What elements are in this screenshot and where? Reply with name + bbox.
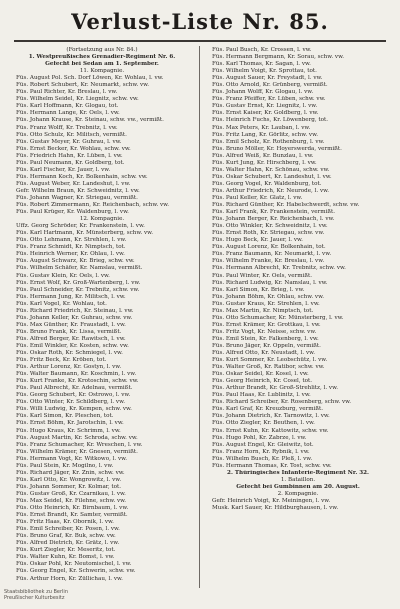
casualty-entry: Füs. Karl Hartmann, Kr. Münsterberg, schw. vw. <box>16 230 154 237</box>
casualty-entry: Füs. Johann Böhm, Kr. Ohlau, schw. vw. <box>212 293 324 300</box>
casualty-entry: Füs. Oskar Roth, Kr. Schmiegel, l. vw. <box>16 350 123 357</box>
casualty-entry: Füs. Fritz Vogt, Kr. Neisse, schw. vw. <box>212 328 317 335</box>
casualty-entry: Füs. Bruno Graf, Kr. Buk, schw. vw. <box>16 533 116 540</box>
casualty-entry: Füs. Otto Schulz, Kr. Militsch, vermißt. <box>16 131 127 138</box>
casualty-entry: Füs. Bruno Frank, Kr. Lissa, vermißt. <box>16 328 122 335</box>
casualty-entry: Füs. Emil Stein, Kr. Falkenberg, l. vw. <box>212 335 319 342</box>
casualty-entry: Füs. Robert Zimmermann, Kr. Reichenbach, schw. vw. <box>16 202 170 209</box>
casualty-entry: Füs. Emil Scholz, Kr. Rothenburg, l. vw. <box>212 138 325 145</box>
casualty-entry: Füs. Karl Frank, Kr. Frankenstein, vermißt. <box>212 209 336 216</box>
casualty-entry: Füs. Paul Albrecht, Kr. Adelnau, vermißt. <box>16 385 133 392</box>
left-column <box>10 47 194 585</box>
casualty-entry: Füs. Arthur Horn, Kr. Züllichau, l. vw. <box>16 575 123 582</box>
casualty-entry: Füs. Ernst Böhm, Kr. Jarotschin, l. vw. <box>16 420 124 427</box>
casualty-entry: Füs. Johann Krause, Kr. Steinau, schw. vw., vermißt. <box>16 117 164 124</box>
casualty-entry: Füs. Karl Vogel, Kr. Wohlau, tot. <box>16 300 107 307</box>
casualty-entry: Füs. Karl Hoffmann, Kr. Glogau, tot. <box>16 103 119 110</box>
casualty-entry: Füs. Oskar Pohl, Kr. Neutomischel, l. vw. <box>16 561 132 568</box>
casualty-entry: Füs. August Pol. Sch. Dorf Löwen, Kr. Wohlau, l. vw. <box>16 75 164 82</box>
casualty-entry: Füs. Otto Ziegler, Kr. Beuthen, l. vw. <box>212 420 315 427</box>
casualty-entry: Füs. Hermann Koch, Kr. Bolkenhain, schw. vw. <box>16 173 148 180</box>
casualty-entry: Füs. August Schwarz, Kr. Brieg, schw. vw. <box>16 258 135 265</box>
casualty-entry: Füs. Gustav Klein, Kr. Oels, l. vw. <box>16 272 110 279</box>
casualty-entry: Füs. Paul Neumann, Kr. Goldberg, tot. <box>16 159 125 166</box>
casualty-entry: Füs. Robert Schubert, Kr. Neumarkt, schw. vw. <box>16 82 150 89</box>
casualty-entry: Füs. Gustav Ernst, Kr. Liegnitz, l. vw. <box>212 103 318 110</box>
casualty-entry: Füs. Alfred Dietrich, Kr. Grätz, l. vw. <box>16 540 120 547</box>
casualty-entry: Füs. Max Martin, Kr. Nimptsch, tot. <box>212 307 314 314</box>
casualty-entry: Füs. Kurt Franke, Kr. Krotoschin, schw. vw. <box>16 378 139 385</box>
casualty-entry: Füs. Richard Günther, Kr. Habelschwerdt, schw. vw. <box>212 202 360 209</box>
casualty-entry: Füs. Bruno Jäger, Kr. Oppeln, vermißt. <box>212 342 321 349</box>
casualty-entry: Füs. Ernst Kaiser, Kr. Goldberg, l. vw. <box>212 110 319 117</box>
casualty-entry: Füs. Otto Arnold, Kr. Grünberg, vermißt. <box>212 82 328 89</box>
casualty-entry: Füs. Friedrich Hahn, Kr. Lüben, l. vw. <box>16 152 123 159</box>
casualty-entry: Füs. Ernst Kuhn, Kr. Kattowitz, schw. vw. <box>212 427 329 434</box>
casualty-entry: Füs. Karl Otto, Kr. Wongrowitz, l. vw. <box>16 476 122 483</box>
casualty-entry: Füs. Fritz Haas, Kr. Obornik, l. vw. <box>16 519 114 526</box>
casualty-entry: Füs. Otto Heinrich, Kr. Birnbaum, l. vw. <box>16 505 129 512</box>
casualty-entry: Füs. Hermann Vogt, Kr. Witkowo, l. vw. <box>16 455 128 462</box>
casualty-entry: Füs. Richard Jäger, Kr. Znin, schw. vw. <box>16 469 125 476</box>
casualty-entry: Füs. Ernst Roth, Kr. Striegau, schw. vw. <box>212 230 325 237</box>
casualty-entry: Füs. Ernst Brandt, Kr. Samter, vermißt. <box>16 512 128 519</box>
casualty-entry: Füs. Alfred Berger, Kr. Rawitsch, l. vw. <box>16 335 126 342</box>
casualty-entry: Füs. Bruno Möller, Kr. Hoyerswerda, vermißt. <box>212 145 342 152</box>
casualty-entry: Füs. Georg Heinrich, Kr. Cosel, tot. <box>212 378 313 385</box>
casualty-entry: Füs. Walter Groß, Kr. Ratibor, schw. vw. <box>212 364 325 371</box>
casualty-entry: Füs. Franz Schumacher, Kr. Wreschen, l. vw. <box>16 441 143 448</box>
title-rule <box>14 40 386 42</box>
section-heading: 1. Bataillon. <box>280 476 316 483</box>
casualty-entry: Füs. Paul Busch, Kr. Crossen, l. vw. <box>212 47 312 53</box>
casualty-entry: Füs. Hugo Beck, Kr. Jauer, l. vw. <box>212 237 303 244</box>
section-heading: Gefecht bei Sedan am 1. September. <box>45 61 159 68</box>
casualty-entry: Musk. Karl Sauer, Kr. Hildburghausen, l. vw. <box>212 505 339 512</box>
casualty-entry: Füs. Heinrich Werner, Kr. Ohlau, l. vw. <box>16 251 125 258</box>
casualty-entry: Füs. Franz Baumann, Kr. Neumarkt, l. vw. <box>212 251 332 258</box>
section-heading: Gefecht bei Gumbinnen am 20. August. <box>236 483 360 490</box>
casualty-entry: Füs. Kurt Jung, Kr. Hirschberg, l. vw. <box>212 159 317 166</box>
casualty-entry: Füs. Gustav Groß, Kr. Czarnikau, l. vw. <box>16 490 126 497</box>
casualty-entry: Füs. Wilhelm Voigt, Kr. Sprottau, tot. <box>212 68 317 75</box>
stamp-line-2: Preußischer Kulturbesitz <box>4 595 65 601</box>
casualty-entry: Füs. Alfred Otto, Kr. Neustadt, l. vw. <box>212 350 316 357</box>
casualty-entry: Füs. Max Peters, Kr. Lauban, l. vw. <box>212 124 311 131</box>
casualty-entry: Füs. Emil Schreiber, Kr. Posen, l. vw. <box>16 526 120 533</box>
casualty-entry: Füs. Franz Horn, Kr. Rybnik, l. vw. <box>212 448 310 455</box>
casualty-entry: Füs. Johann Wagner, Kr. Striegau, vermißt. <box>16 194 138 201</box>
casualty-entry: Füs. Paul Krüger, Kr. Waldenburg, l. vw. <box>16 209 129 216</box>
casualty-entry: Füs. Wilhelm Schäfer, Kr. Namslau, vermißt. <box>16 265 143 272</box>
casualty-entry: Füs. Paul Stein, Kr. Mogilno, l. vw. <box>16 462 114 469</box>
stamp-line-1: Staatsbibliothek zu Berlin <box>4 589 68 595</box>
section-heading: (Fortsetzung aus Nr. 84.) <box>66 47 138 53</box>
casualty-entry: Füs. Hermann Bergmann, Kr. Sorau, schw. vw. <box>212 54 344 61</box>
right-column <box>206 47 390 585</box>
casualty-entry: Uffz. Georg Schröder, Kr. Frankenstein, l. vw. <box>16 223 145 230</box>
casualty-entry: Füs. Johann Sommer, Kr. Kolmar, tot. <box>16 483 122 490</box>
casualty-entry: Füs. Otto Lehmann, Kr. Strehlen, l. vw. <box>16 237 127 244</box>
casualty-entry: Füs. Paul Richter, Kr. Breslau, l. vw. <box>16 89 118 96</box>
casualty-entry: Füs. Fritz Lang, Kr. Görlitz, schw. vw. <box>212 131 318 138</box>
casualty-entry: Füs. August Engel, Kr. Gleiwitz, tot. <box>212 441 314 448</box>
casualty-entry: Füs. Georg Engel, Kr. Schwerin, schw. vw. <box>16 568 136 575</box>
casualty-entry: Füs. Gustav Meyer, Kr. Guhrau, l. vw. <box>16 138 122 145</box>
casualty-entry: Füs. Richard Ludwig, Kr. Namslau, l. vw. <box>212 279 328 286</box>
casualty-entry: Füs. Karl Thomas, Kr. Sagan, l. vw. <box>212 61 311 68</box>
casualty-entry: Füs. Paul Haas, Kr. Lublinitz, l. vw. <box>212 392 311 399</box>
casualty-entry: Füs. Oskar Seidel, Kr. Kosel, l. vw. <box>212 371 309 378</box>
casualty-entry: Füs. Wilhelm Seidel, Kr. Liegnitz, schw. vw. <box>16 96 139 103</box>
casualty-entry: Füs. Walter Kuhn, Kr. Bomst, l. vw. <box>16 554 115 561</box>
casualty-entry: Füs. Georg Schubert, Kr. Ostrowo, l. vw. <box>16 392 131 399</box>
casualty-entry: Füs. Paul Keller, Kr. Glatz, l. vw. <box>212 194 303 201</box>
casualty-entry: Füs. Karl Fischer, Kr. Jauer, l. vw. <box>16 166 111 173</box>
casualty-entry: Füs. Karl Simon, Kr. Brieg, l. vw. <box>212 286 305 293</box>
casualty-entry: Füs. Oskar Schubert, Kr. Landeshut, l. vw. <box>212 173 332 180</box>
casualty-entry: Füs. Otto Winkler, Kr. Schweidnitz, l. vw. <box>212 223 328 230</box>
casualty-entry: Füs. Wilhelm Franke, Kr. Breslau, l. vw. <box>212 258 325 265</box>
casualty-entry: Füs. Max Günther, Kr. Fraustadt, l. vw. <box>16 321 126 328</box>
casualty-entry: Füs. Johann Dietrich, Kr. Tarnowitz, l. vw. <box>212 413 330 420</box>
casualty-entry: Füs. Johann Berger, Kr. Reichenbach, l. vw. <box>212 216 335 223</box>
casualty-entry: Füs. Alfred Weiß, Kr. Bunzlau, l. vw. <box>212 152 314 159</box>
casualty-entry: Füs. Ernst Krämer, Kr. Grottkau, l. vw. <box>212 321 321 328</box>
casualty-entry: Füs. Franz Schmidt, Kr. Nimptsch, tot. <box>16 244 126 251</box>
casualty-entry: Füs. Wilhelm Busch, Kr. Pleß, l. vw. <box>212 455 313 462</box>
casualty-entry: Füs. August Sauer, Kr. Freystadt, l. vw. <box>212 75 323 82</box>
library-stamp <box>4 589 68 601</box>
column-divider <box>199 46 200 588</box>
casualty-entry: Füs. Kurt Sommer, Kr. Leobschütz, l. vw. <box>212 357 328 364</box>
casualty-entry: Füs. Paul Schneider, Kr. Trebnitz, schw. vw. <box>16 286 140 293</box>
casualty-entry: Füs. Heinrich Fuchs, Kr. Löwenberg, tot. <box>212 117 329 124</box>
casualty-entry: Füs. Richard Friedrich, Kr. Steinau, l. vw. <box>16 307 134 314</box>
casualty-entry: Füs. Hugo Kraus, Kr. Schrimm, l. vw. <box>16 427 121 434</box>
section-heading: 1. Westpreußisches Grenadier-Regiment Nr. 6. <box>28 54 176 61</box>
casualty-entry: Füs. Ernst Becker, Kr. Wohlau, schw. vw. <box>16 145 131 152</box>
section-heading: 12. Kompagnie. <box>79 216 125 223</box>
casualty-entry: Füs. Karl Simon, Kr. Pleschen, tot. <box>16 413 114 420</box>
casualty-entry: Füs. Hermann Thomas, Kr. Tost, schw. vw. <box>212 462 332 469</box>
casualty-entry: Füs. Franz Wolff, Kr. Trebnitz, l. vw. <box>16 124 118 131</box>
casualty-entry: Füs. Franz Pfeiffer, Kr. Lüben, schw. vw. <box>212 96 326 103</box>
casualty-entry: Füs. Arthur Brandt, Kr. Groß-Strehlitz, l. vw. <box>212 385 338 392</box>
casualty-entry: Füs. Gustav Kraus, Kr. Strehlen, l. vw. <box>212 300 320 307</box>
casualty-entry: Gefr. Wilhelm Braun, Kr. Schweidnitz, l. vw. <box>16 187 140 194</box>
casualty-entry: Füs. Karl Graf, Kr. Kreuzburg, vermißt. <box>212 406 324 413</box>
casualty-entry: Füs. August Weber, Kr. Landeshut, l. vw. <box>16 180 131 187</box>
casualty-entry: Füs. Ernst Wolf, Kr. Groß-Wartenberg, l. vw. <box>16 279 141 286</box>
section-heading: 2. Thüringisches Infanterie-Regiment Nr. 32. <box>227 469 369 476</box>
casualty-entry: Füs. Hermann Jung, Kr. Militsch, l. vw. <box>16 293 126 300</box>
casualty-entry: Füs. Arthur Friedrich, Kr. Neurode, l. vw. <box>212 187 330 194</box>
casualty-entry: Füs. Walter Baumann, Kr. Koschmin, l. vw. <box>16 371 137 378</box>
page-title: Verlust-Liste Nr. 85. <box>71 9 329 34</box>
casualty-entry: Füs. Hermann Albrecht, Kr. Trebnitz, schw. vw. <box>212 265 346 272</box>
casualty-entry: Gefr. Heinrich Voigt, Kr. Meiningen, l. vw. <box>212 498 331 504</box>
section-heading: 2. Kompagnie. <box>277 490 319 497</box>
casualty-entry: Füs. Otto Schumacher, Kr. Münsterberg, l. vw. <box>212 314 344 321</box>
casualty-entry: Füs. Emil Winkler, Kr. Kosten, schw. vw. <box>16 342 129 349</box>
casualty-entry: Füs. August Lorenz, Kr. Bolkenhain, tot. <box>212 244 326 251</box>
casualty-entry: Füs. Johann Keller, Kr. Guhrau, schw. vw. <box>16 314 133 321</box>
casualty-entry: Füs. Max Seidel, Kr. Filehne, schw. vw. <box>16 498 127 504</box>
casualty-entry: Füs. Georg Vogel, Kr. Waldenburg, tot. <box>212 180 322 187</box>
casualty-entry: Füs. Otto Winter, Kr. Schildberg, l. vw. <box>16 399 125 406</box>
casualty-entry: Füs. Fritz Beck, Kr. Kröben, tot. <box>16 357 107 364</box>
casualty-entry: Füs. Arthur Lorenz, Kr. Gostyn, l. vw. <box>16 364 122 371</box>
section-heading: 11. Kompagnie. <box>79 68 125 75</box>
casualty-entry: Füs. Paul Winter, Kr. Oels, vermißt. <box>212 272 313 279</box>
casualty-entry: Füs. Kurt Ziegler, Kr. Meseritz, tot. <box>16 547 116 554</box>
casualty-entry: Füs. Hermann Lange, Kr. Oels, l. vw. <box>16 110 120 117</box>
casualty-entry: Füs. Hugo Pohl, Kr. Zabrze, l. vw. <box>212 434 307 441</box>
casualty-entry: Füs. August Martin, Kr. Schroda, schw. vw. <box>16 434 138 441</box>
casualty-entry: Füs. Johann Wolff, Kr. Glogau, l. vw. <box>212 89 314 96</box>
casualty-entry: Füs. Willi Ludwig, Kr. Kempen, schw. vw. <box>16 406 132 413</box>
casualty-entry: Füs. Wilhelm Krämer, Kr. Gnesen, vermißt. <box>16 448 138 455</box>
casualty-entry: Füs. Walter Hahn, Kr. Schönau, schw. vw. <box>212 166 330 173</box>
casualty-entry: Füs. Richard Schreiber, Kr. Rosenberg, schw. vw. <box>212 399 352 406</box>
